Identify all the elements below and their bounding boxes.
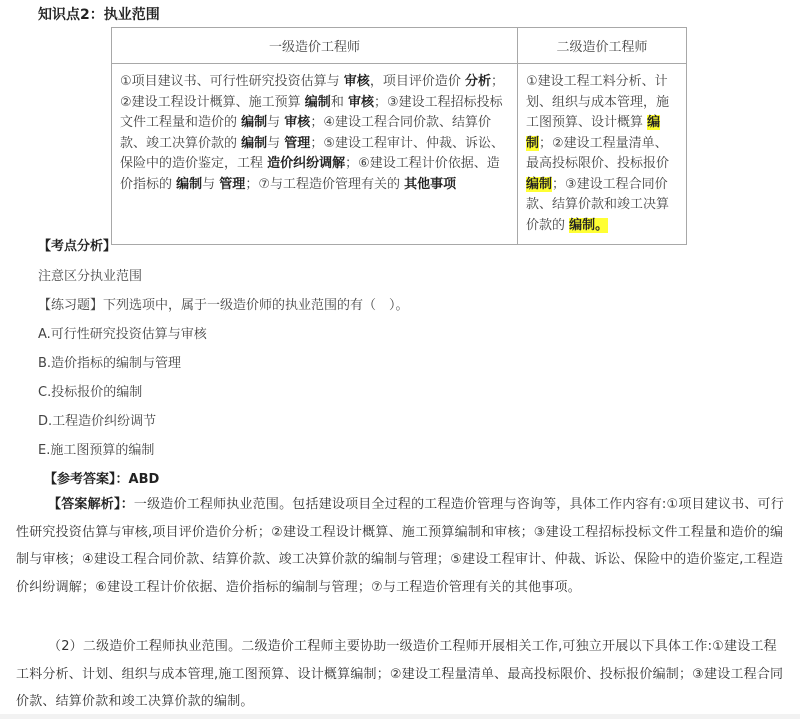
table-header-row [112, 28, 687, 64]
cell-text: ；③建设工程招标投标文件工程量和造价的 [120, 94, 503, 130]
highlighted-text: 编制。 [569, 217, 609, 233]
header-level1: 一级造价工程师 [112, 28, 518, 64]
emphasis-text: 审核 [347, 94, 374, 110]
cell-text: ；⑦与工程造价管理有关的 [245, 176, 405, 192]
option-d: D.工程造价纠纷调节 [38, 414, 157, 429]
cell-text: 与 [202, 176, 220, 192]
emphasis-text: 编制 [241, 115, 268, 130]
highlighted-text: 编制 [526, 115, 661, 151]
cell-text: ；②建设工程量清单、最高投标限价、投标报价 [526, 135, 670, 171]
cell-text: ；⑤建设工程审计、仲裁、诉讼、保险中的造价鉴定，工程 [120, 135, 504, 171]
analysis-heading: 【考点分析】 [38, 239, 117, 254]
scope-table [111, 27, 687, 245]
emphasis-text: 审核 [284, 115, 311, 130]
exercise-prompt: 【练习题】下列选项中，属于一级造价师的执业范围的有（ ）。 [38, 298, 409, 313]
emphasis-text: 编制 [304, 94, 331, 110]
emphasis-text: 造价纠纷调解 [267, 156, 346, 171]
cell-text: ；④建设工程合同价款、结算价款、竣工决算价款的 [120, 115, 491, 151]
option-e: E.施工图预算的编制 [38, 443, 155, 458]
emphasis-text: 管理 [284, 135, 311, 151]
cell-level1-scope [112, 64, 518, 245]
cell-text: ；③建设工程合同价款、结算价款和竣工决算价款的 [526, 176, 670, 233]
reference-answer [44, 468, 159, 487]
emphasis-text: 其他事项 [404, 176, 457, 192]
emphasis-text: 分析 [464, 74, 491, 89]
answer-label: 【参考答案】： [44, 472, 129, 487]
cell-text: ；②建设工程设计概算、施工预算 [120, 74, 504, 110]
explanation-part1 [16, 491, 786, 601]
emphasis-text: 编制 [241, 135, 268, 151]
option-a: A.可行性研究投资估算与审核 [38, 327, 207, 342]
cell-text: ，项目评价造价 [369, 74, 465, 89]
emphasis-text: 编制 [176, 176, 203, 192]
highlighted-text: 编制 [526, 176, 553, 192]
explanation-part2 [16, 633, 786, 716]
cell-text: 与 [267, 135, 285, 151]
section-title: 知识点2：执业范围 [38, 7, 160, 23]
cell-text: ①项目建议书、可行性研究投资估算与 [120, 74, 344, 89]
emphasis-text: 管理 [219, 176, 246, 192]
explanation-text-level2: （2）二级造价工程师执业范围。二级造价工程师主要协助一级造价工程师开展相关工作,可独立开展以下具体工作:①建设工程工料分析、计划、组织与成本管理,施工图预算、设计概算编制；②建设工程量清单、最高投标限价、投标报价编制；③建设工程合同价款、结算价款和竣工决算价款的编制。 [16, 639, 784, 710]
header-level2: 二级造价工程师 [518, 28, 687, 64]
option-c: C.投标报价的编制 [38, 385, 143, 400]
cell-text: ；⑥建设工程计价依据、造价指标的 [120, 156, 500, 192]
option-b: B.造价指标的编制与管理 [38, 356, 182, 371]
cell-text: ①建设工程工料分析、计划、组织与成本管理，施工图预算、设计概算 [526, 74, 670, 130]
cell-level2-scope [518, 64, 687, 245]
emphasis-text: 审核 [343, 74, 370, 89]
cell-text: 和 [330, 94, 348, 110]
explanation-text: 一级造价工程师执业范围。包括建设项目全过程的工程造价管理与咨询等，具体工作内容有:①项目建议书、可行性研究投资估算与审核,项目评价造价分析；②建设工程设计概算、施工预算编制和审核；③建设工程招标投标文件工程量和造价的编制与审核；④建设工程合同价款、结算价款、竣工决算价款的编制与管理；⑤建设工程审计、仲裁、诉讼、保险中的造价鉴定,工程造价纠纷调解；⑥建设工程计价依据、造价指标的编制与管理；⑦与工程造价管理有关的其他事项。 [16, 497, 784, 595]
cell-text: 与 [267, 115, 285, 130]
analysis-text: 注意区分执业范围 [38, 269, 143, 284]
explanation-label: 【答案解析】： [48, 497, 134, 512]
page-bottom-edge [0, 714, 800, 719]
answer-value: ABD [128, 472, 160, 487]
table-row [112, 64, 687, 245]
